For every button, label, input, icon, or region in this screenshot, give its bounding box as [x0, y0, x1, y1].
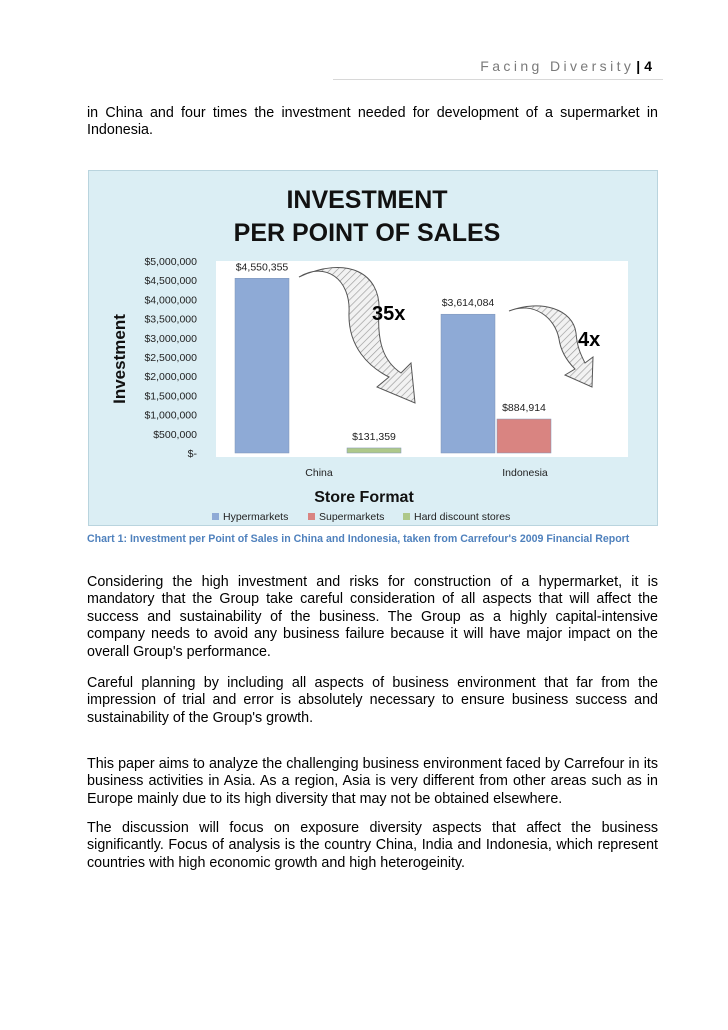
paragraph-2: Careful planning by including all aspects of business environment that far from the impression of trial and error is absolutely necessary to ensure business success and sustainability of the Group's growth. — [87, 675, 658, 726]
intro-paragraph: in China and four times the investment needed for development of a supermarket in Indonesia. — [87, 105, 658, 139]
y-tick-label: $3,500,000 — [144, 313, 197, 326]
data-label: $3,614,084 — [441, 297, 495, 310]
y-tick-label: $2,000,000 — [144, 371, 197, 384]
page-header — [480, 58, 652, 74]
legend-swatch — [403, 513, 410, 520]
bar-hypermarkets — [235, 278, 289, 453]
y-tick-label: $- — [187, 448, 197, 460]
y-tick-label: $5,000,000 — [144, 256, 197, 268]
page-number: 4 — [644, 58, 652, 74]
annotation-4x: 4x — [578, 329, 601, 351]
legend-swatch — [308, 513, 315, 520]
x-tick-label: Indonesia — [502, 467, 548, 479]
paragraph-3: This paper aims to analyze the challenging business environment faced by Carrefour in its business activities in Asia. As a region, Asia is very different from other areas such as in Europe mainly due to its high diversity that may not be obtained elsewhere. — [87, 756, 658, 807]
y-tick-label: $1,000,000 — [144, 409, 197, 422]
y-tick-label: $1,500,000 — [144, 390, 197, 403]
chart-legend — [212, 511, 510, 523]
chart-title-line1: INVESTMENT — [286, 186, 448, 214]
investment-chart — [88, 170, 658, 526]
data-label: $4,550,355 — [235, 261, 289, 274]
y-axis — [144, 256, 197, 460]
chart-caption: Chart 1: Investment per Point of Sales in China and Indonesia, taken from Carrefour's 2009 Financial Report — [87, 533, 630, 545]
y-tick-label: $3,000,000 — [144, 332, 197, 345]
annotation-35x: 35x — [372, 303, 406, 325]
y-tick-label: $2,500,000 — [144, 352, 197, 364]
x-axis — [305, 467, 548, 479]
x-tick-label: China — [305, 467, 333, 479]
legend-label: Hard discount stores — [414, 511, 511, 523]
data-label: $884,914 — [502, 402, 546, 415]
legend-swatch — [212, 513, 219, 520]
bar-hypermarkets — [441, 314, 495, 453]
chart-title-line2: PER POINT OF SALES — [233, 219, 501, 247]
legend-label: Hypermarkets — [223, 511, 289, 523]
chart-canvas — [89, 171, 659, 527]
header-rule — [333, 79, 663, 80]
legend-label: Supermarkets — [319, 511, 385, 523]
bar-hard-discount-stores — [347, 448, 401, 453]
header-separator: | — [636, 58, 641, 74]
header-title: Facing Diversity — [480, 58, 635, 74]
y-tick-label: $500,000 — [153, 428, 197, 441]
y-tick-label: $4,500,000 — [144, 275, 197, 288]
y-tick-label: $4,000,000 — [144, 294, 197, 307]
paragraph-1: Considering the high investment and risks for construction of a hypermarket, it is mandatory that the Group take careful consideration of all aspects that will affect the success and sustainability of the business. The Group as a highly capital-intensive company needs to avoid any business failure because it will have major impact on the overall Group's performance. — [87, 574, 658, 660]
bar-supermarkets — [497, 419, 551, 453]
paragraph-4: The discussion will focus on exposure diversity aspects that affect the business significantly. Focus of analysis is the country China, India and Indonesia, which represent countries with high economic growth and high heterogeinity. — [87, 820, 658, 871]
y-axis-title: Investment — [110, 314, 129, 404]
x-axis-title: Store Format — [314, 489, 414, 506]
data-label: $131,359 — [352, 430, 396, 443]
